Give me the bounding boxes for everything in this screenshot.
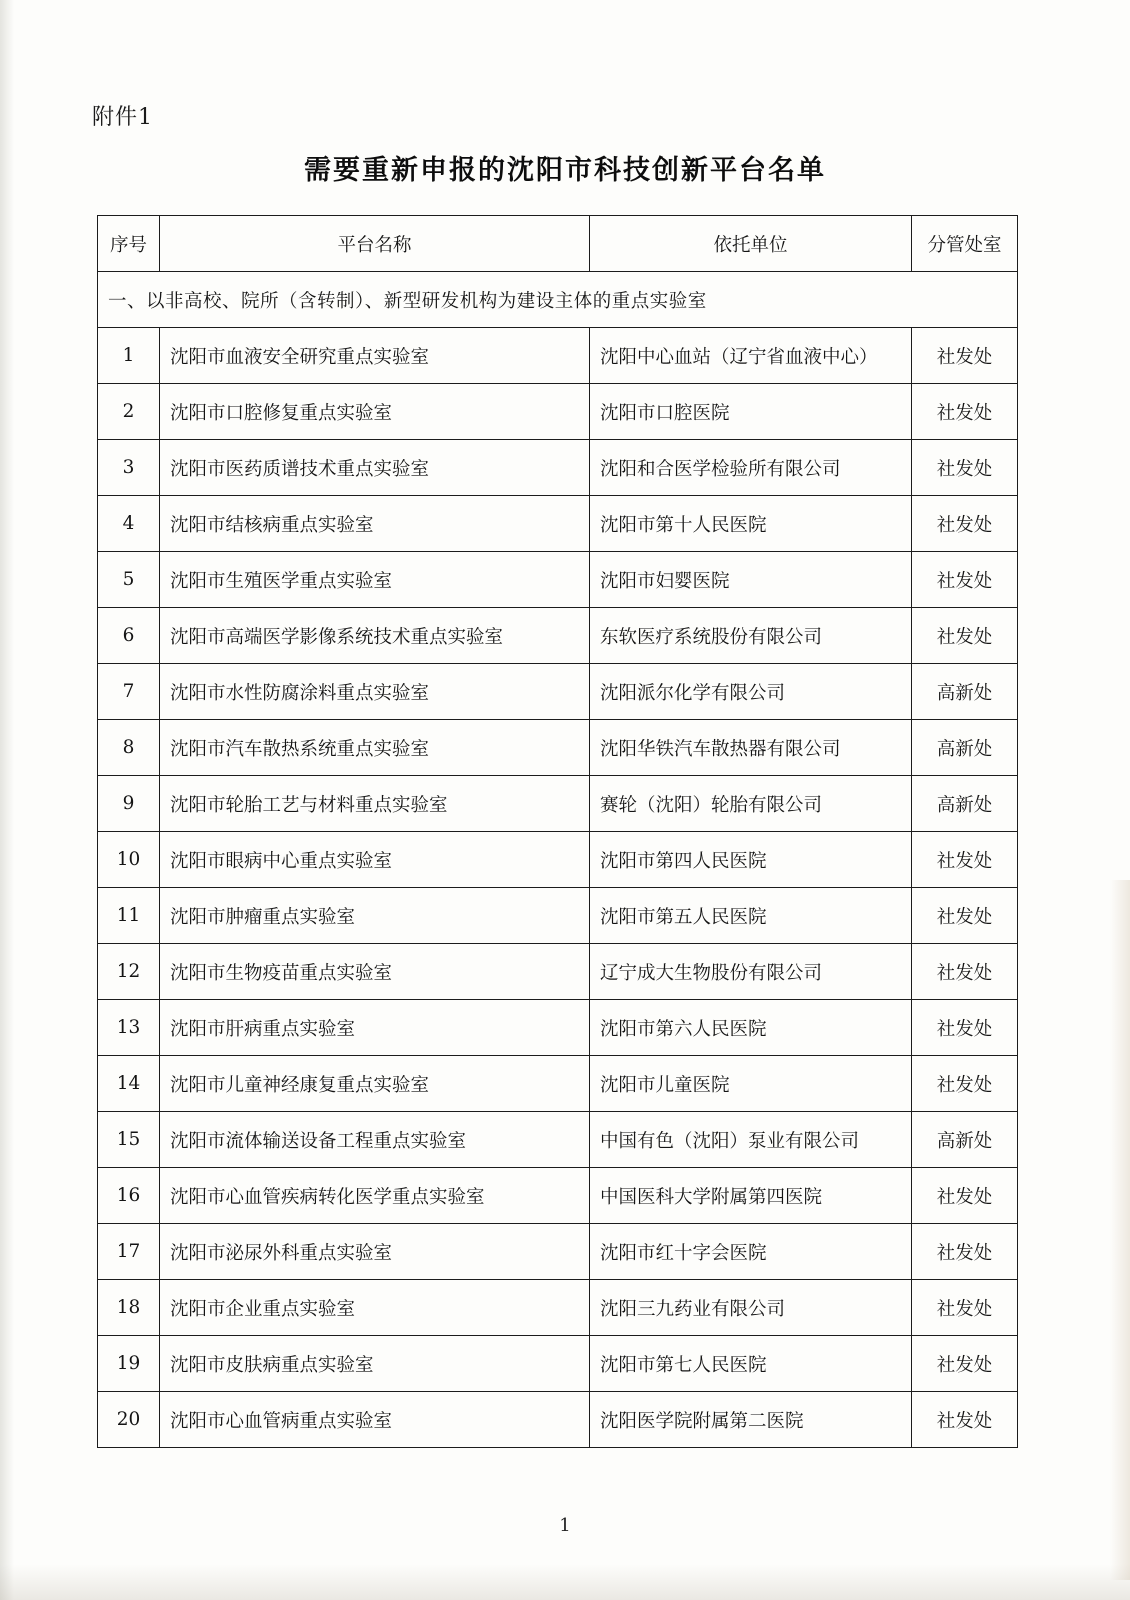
cell-host-unit: 沈阳市口腔医院 <box>590 384 912 440</box>
table-row <box>98 832 1018 888</box>
cell-no: 6 <box>98 608 160 664</box>
cell-no: 7 <box>98 664 160 720</box>
cell-platform-name: 沈阳市企业重点实验室 <box>160 1280 590 1336</box>
cell-managing-dept: 社发处 <box>912 440 1018 496</box>
cell-platform-name: 沈阳市结核病重点实验室 <box>160 496 590 552</box>
cell-managing-dept: 社发处 <box>912 1056 1018 1112</box>
cell-managing-dept: 社发处 <box>912 832 1018 888</box>
cell-managing-dept: 社发处 <box>912 888 1018 944</box>
cell-host-unit: 沈阳市儿童医院 <box>590 1056 912 1112</box>
cell-platform-name: 沈阳市轮胎工艺与材料重点实验室 <box>160 776 590 832</box>
cell-no: 14 <box>98 1056 160 1112</box>
table-row <box>98 384 1018 440</box>
cell-platform-name: 沈阳市心血管病重点实验室 <box>160 1392 590 1448</box>
cell-no: 18 <box>98 1280 160 1336</box>
cell-managing-dept: 社发处 <box>912 1224 1018 1280</box>
cell-no: 12 <box>98 944 160 1000</box>
cell-managing-dept: 高新处 <box>912 1112 1018 1168</box>
cell-platform-name: 沈阳市生殖医学重点实验室 <box>160 552 590 608</box>
cell-no: 5 <box>98 552 160 608</box>
cell-managing-dept: 社发处 <box>912 944 1018 1000</box>
cell-host-unit: 赛轮（沈阳）轮胎有限公司 <box>590 776 912 832</box>
table-section-heading: 一、以非高校、院所（含转制）、新型研发机构为建设主体的重点实验室 <box>98 272 1018 328</box>
cell-host-unit: 沈阳中心血站（辽宁省血液中心） <box>590 328 912 384</box>
cell-host-unit: 沈阳和合医学检验所有限公司 <box>590 440 912 496</box>
platform-list-table <box>97 215 1018 1448</box>
cell-no: 17 <box>98 1224 160 1280</box>
cell-host-unit: 沈阳市第五人民医院 <box>590 888 912 944</box>
cell-host-unit: 沈阳三九药业有限公司 <box>590 1280 912 1336</box>
table-row <box>98 1336 1018 1392</box>
table-row <box>98 1392 1018 1448</box>
cell-managing-dept: 社发处 <box>912 552 1018 608</box>
cell-host-unit: 沈阳华铁汽车散热器有限公司 <box>590 720 912 776</box>
cell-no: 19 <box>98 1336 160 1392</box>
table-row <box>98 1000 1018 1056</box>
cell-host-unit: 辽宁成大生物股份有限公司 <box>590 944 912 1000</box>
cell-host-unit: 东软医疗系统股份有限公司 <box>590 608 912 664</box>
column-header-no: 序号 <box>98 216 160 272</box>
cell-managing-dept: 高新处 <box>912 664 1018 720</box>
cell-platform-name: 沈阳市心血管疾病转化医学重点实验室 <box>160 1168 590 1224</box>
cell-managing-dept: 社发处 <box>912 608 1018 664</box>
column-header-platform-name: 平台名称 <box>160 216 590 272</box>
table-row <box>98 944 1018 1000</box>
scan-edge-shadow <box>1110 880 1130 1580</box>
cell-no: 10 <box>98 832 160 888</box>
cell-host-unit: 中国有色（沈阳）泵业有限公司 <box>590 1112 912 1168</box>
cell-managing-dept: 高新处 <box>912 720 1018 776</box>
table-section-heading-row <box>98 272 1018 328</box>
table-row <box>98 776 1018 832</box>
cell-no: 2 <box>98 384 160 440</box>
page-title: 需要重新申报的沈阳市科技创新平台名单 <box>304 155 826 186</box>
cell-platform-name: 沈阳市血液安全研究重点实验室 <box>160 328 590 384</box>
table-row <box>98 888 1018 944</box>
cell-platform-name: 沈阳市肝病重点实验室 <box>160 1000 590 1056</box>
cell-host-unit: 沈阳派尔化学有限公司 <box>590 664 912 720</box>
table-header <box>98 216 1018 272</box>
cell-platform-name: 沈阳市医药质谱技术重点实验室 <box>160 440 590 496</box>
cell-platform-name: 沈阳市肿瘤重点实验室 <box>160 888 590 944</box>
cell-no: 15 <box>98 1112 160 1168</box>
cell-platform-name: 沈阳市皮肤病重点实验室 <box>160 1336 590 1392</box>
table-row <box>98 1224 1018 1280</box>
cell-no: 9 <box>98 776 160 832</box>
table-body <box>98 272 1018 1448</box>
cell-managing-dept: 社发处 <box>912 328 1018 384</box>
table-row <box>98 440 1018 496</box>
cell-managing-dept: 社发处 <box>912 1000 1018 1056</box>
cell-host-unit: 沈阳市第十人民医院 <box>590 496 912 552</box>
cell-platform-name: 沈阳市生物疫苗重点实验室 <box>160 944 590 1000</box>
cell-managing-dept: 社发处 <box>912 496 1018 552</box>
cell-host-unit: 沈阳市妇婴医院 <box>590 552 912 608</box>
cell-platform-name: 沈阳市流体输送设备工程重点实验室 <box>160 1112 590 1168</box>
column-header-managing-dept: 分管处室 <box>912 216 1018 272</box>
table-row <box>98 1280 1018 1336</box>
table-row <box>98 1056 1018 1112</box>
cell-platform-name: 沈阳市眼病中心重点实验室 <box>160 832 590 888</box>
cell-managing-dept: 社发处 <box>912 1280 1018 1336</box>
table-row <box>98 552 1018 608</box>
cell-host-unit: 中国医科大学附属第四医院 <box>590 1168 912 1224</box>
cell-no: 8 <box>98 720 160 776</box>
cell-platform-name: 沈阳市高端医学影像系统技术重点实验室 <box>160 608 590 664</box>
cell-host-unit: 沈阳市第四人民医院 <box>590 832 912 888</box>
cell-no: 4 <box>98 496 160 552</box>
page-number: 1 <box>559 1515 571 1536</box>
table-row <box>98 608 1018 664</box>
cell-managing-dept: 社发处 <box>912 1336 1018 1392</box>
table-row <box>98 720 1018 776</box>
cell-managing-dept: 社发处 <box>912 1392 1018 1448</box>
cell-host-unit: 沈阳市红十字会医院 <box>590 1224 912 1280</box>
table-row <box>98 496 1018 552</box>
cell-platform-name: 沈阳市口腔修复重点实验室 <box>160 384 590 440</box>
cell-host-unit: 沈阳市第七人民医院 <box>590 1336 912 1392</box>
cell-no: 13 <box>98 1000 160 1056</box>
table-row <box>98 1168 1018 1224</box>
scan-edge-shadow <box>0 0 14 1600</box>
cell-no: 11 <box>98 888 160 944</box>
attachment-label: 附件1 <box>92 105 153 130</box>
cell-no: 1 <box>98 328 160 384</box>
cell-host-unit: 沈阳医学院附属第二医院 <box>590 1392 912 1448</box>
cell-managing-dept: 社发处 <box>912 1168 1018 1224</box>
cell-host-unit: 沈阳市第六人民医院 <box>590 1000 912 1056</box>
cell-platform-name: 沈阳市水性防腐涂料重点实验室 <box>160 664 590 720</box>
table-row <box>98 1112 1018 1168</box>
cell-no: 20 <box>98 1392 160 1448</box>
table-row <box>98 328 1018 384</box>
scan-edge-shadow <box>0 1564 1130 1600</box>
cell-managing-dept: 社发处 <box>912 384 1018 440</box>
cell-managing-dept: 高新处 <box>912 776 1018 832</box>
table-header-row <box>98 216 1018 272</box>
cell-no: 16 <box>98 1168 160 1224</box>
cell-platform-name: 沈阳市汽车散热系统重点实验室 <box>160 720 590 776</box>
cell-platform-name: 沈阳市儿童神经康复重点实验室 <box>160 1056 590 1112</box>
column-header-host-unit: 依托单位 <box>590 216 912 272</box>
table-row <box>98 664 1018 720</box>
cell-no: 3 <box>98 440 160 496</box>
cell-platform-name: 沈阳市泌尿外科重点实验室 <box>160 1224 590 1280</box>
